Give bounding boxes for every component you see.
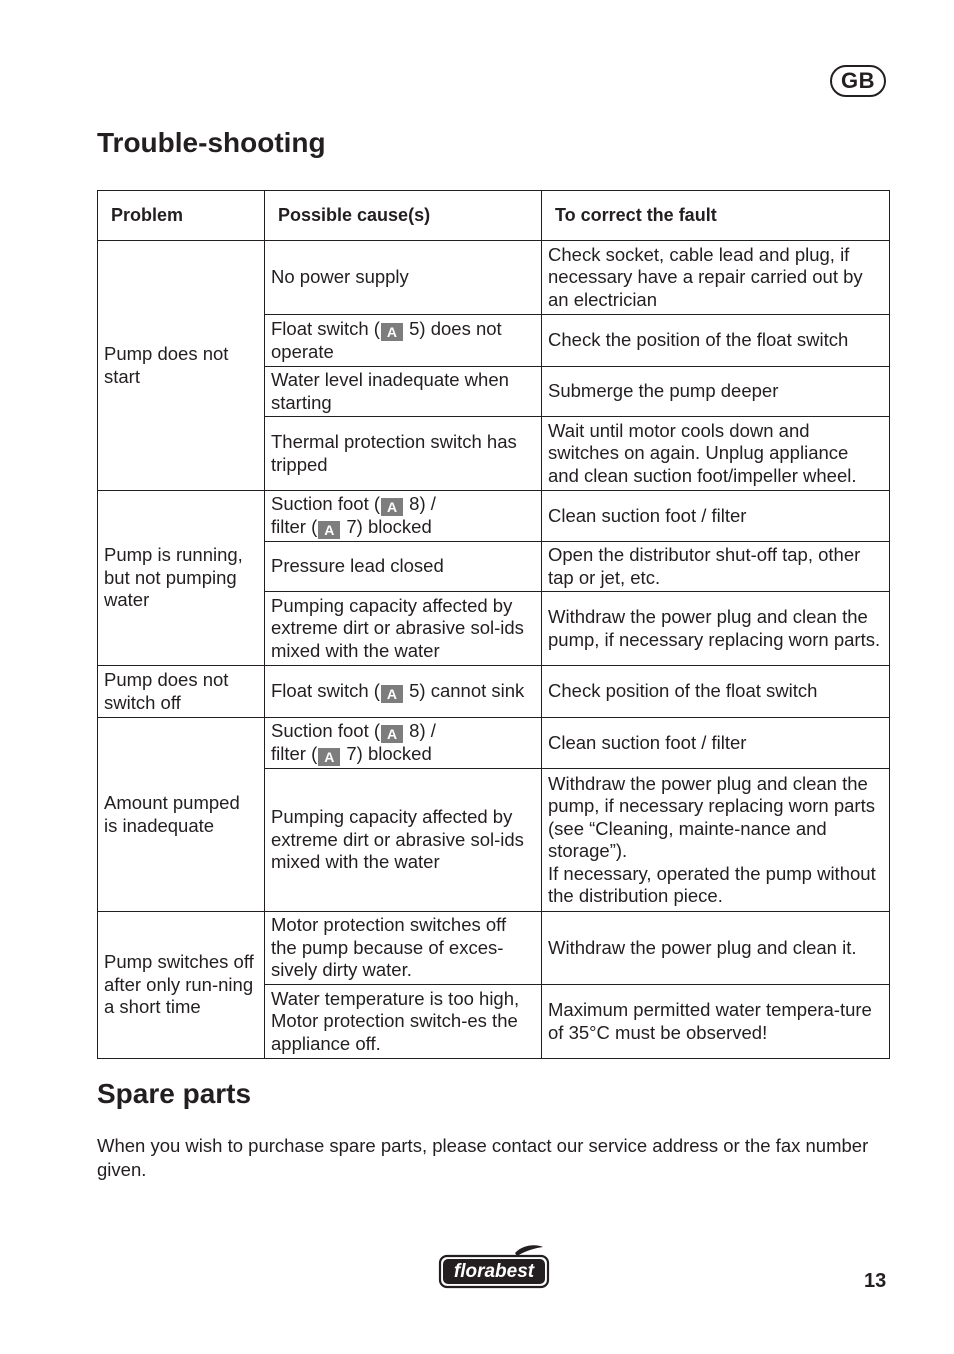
header-problem: Problem: [98, 191, 265, 241]
table-row: [98, 718, 890, 769]
cause-cell: [265, 241, 542, 315]
problem-cell: Pump does not switch off: [98, 666, 265, 718]
cause-cell: [265, 542, 542, 592]
cause-text: Suction foot (: [271, 493, 381, 514]
table-row: [98, 912, 890, 985]
fix-cell: Check the position of the float switch: [542, 315, 890, 367]
fix-cell: Maximum permitted water tempera-ture of 35°C must be observed!: [542, 985, 890, 1059]
cause-text: 8) /: [404, 720, 436, 741]
troubleshooting-table: [97, 190, 890, 1059]
fix-cell: Clean suction foot / filter: [542, 718, 890, 769]
cause-text: No power supply: [271, 266, 409, 288]
logo-wordmark: florabest: [453, 1261, 535, 1282]
cause-text: Float switch (: [271, 317, 380, 339]
header-fix: To correct the fault: [542, 191, 890, 241]
problem-cell: Pump does not start: [98, 241, 265, 491]
cause-cell: [265, 912, 542, 985]
cause-cell: [265, 718, 542, 769]
cause-text: Thermal protection switch has tripped: [271, 431, 517, 475]
cause-text: Float switch (: [271, 680, 380, 701]
fix-cell: Withdraw the power plug and clean the pump, if necessary replacing worn parts.: [542, 592, 890, 666]
figure-ref-icon: A: [381, 685, 403, 703]
cause-text: 8) /: [404, 493, 436, 514]
cause-cell: [265, 769, 542, 912]
fix-cell: Check position of the float switch: [542, 666, 890, 718]
fix-cell: Check socket, cable lead and plug, if necessary have a repair carried out by an electrician: [542, 241, 890, 315]
spare-parts-title: Spare parts: [97, 1078, 252, 1109]
figure-ref-icon: A: [381, 323, 403, 341]
cause-cell: [265, 315, 542, 367]
cause-text: filter (: [271, 743, 318, 764]
cause-text: Pumping capacity affected by extreme dirt or abrasive sol-ids mixed with the water: [271, 594, 524, 661]
table-body: [98, 241, 890, 1059]
cause-text: 5) does not operate: [271, 317, 502, 362]
cause-cell: [265, 666, 542, 718]
figure-ref-icon: A: [381, 725, 403, 743]
figure-ref-icon: A: [318, 748, 340, 766]
troubleshooting-title: Trouble-shooting: [97, 127, 326, 158]
fix-cell: Submerge the pump deeper: [542, 367, 890, 417]
cause-cell: [265, 592, 542, 666]
florabest-logo: [437, 1244, 551, 1290]
cause-text: Water temperature is too high, Motor protection switch-es the appliance off.: [271, 987, 520, 1054]
cause-cell: [265, 491, 542, 542]
cause-cell: [265, 985, 542, 1059]
problem-cell: Pump switches off after only run-ning a short time: [98, 912, 265, 1059]
fix-cell: Withdraw the power plug and clean the pump, if necessary replacing worn parts (see “Cleaning, mainte-nance and storage”). If necessary, operated the pump without the distribution piece.: [542, 769, 890, 912]
cause-cell: [265, 417, 542, 491]
figure-ref-icon: A: [318, 521, 340, 539]
cause-text: filter (: [271, 516, 318, 537]
cause-text: 7) blocked: [341, 743, 432, 764]
problem-cell: Pump is running, but not pumping water: [98, 491, 265, 666]
cause-cell: [265, 367, 542, 417]
cause-text: Water level inadequate when starting: [271, 369, 509, 413]
header-cause: Possible cause(s): [265, 191, 542, 241]
table-row: [98, 241, 890, 315]
page-number: 13: [864, 1270, 887, 1292]
figure-ref-icon: A: [381, 498, 403, 516]
cause-text: Motor protection switches off the pump because of exces-sively dirty water.: [271, 914, 507, 981]
table-row: [98, 666, 890, 718]
fix-cell: Wait until motor cools down and switches on again. Unplug appliance and clean suction foot/impeller wheel.: [542, 417, 890, 491]
table-header-row: [98, 191, 890, 241]
cause-text: 7) blocked: [341, 516, 432, 537]
cause-text: Pumping capacity affected by extreme dirt or abrasive sol-ids mixed with the water: [271, 806, 524, 873]
spare-parts-text: When you wish to purchase spare parts, please contact our service address or the fax number given.: [97, 1135, 869, 1180]
problem-cell: Amount pumped is inadequate: [98, 718, 265, 912]
fix-cell: Withdraw the power plug and clean it.: [542, 912, 890, 985]
cause-text: Pressure lead closed: [271, 555, 444, 577]
fix-cell: Clean suction foot / filter: [542, 491, 890, 542]
language-badge: GB: [830, 65, 886, 97]
fix-cell: Open the distributor shut-off tap, other tap or jet, etc.: [542, 542, 890, 592]
cause-text: 5) cannot sink: [403, 680, 525, 701]
table-row: [98, 491, 890, 542]
cause-text: Suction foot (: [271, 720, 381, 741]
